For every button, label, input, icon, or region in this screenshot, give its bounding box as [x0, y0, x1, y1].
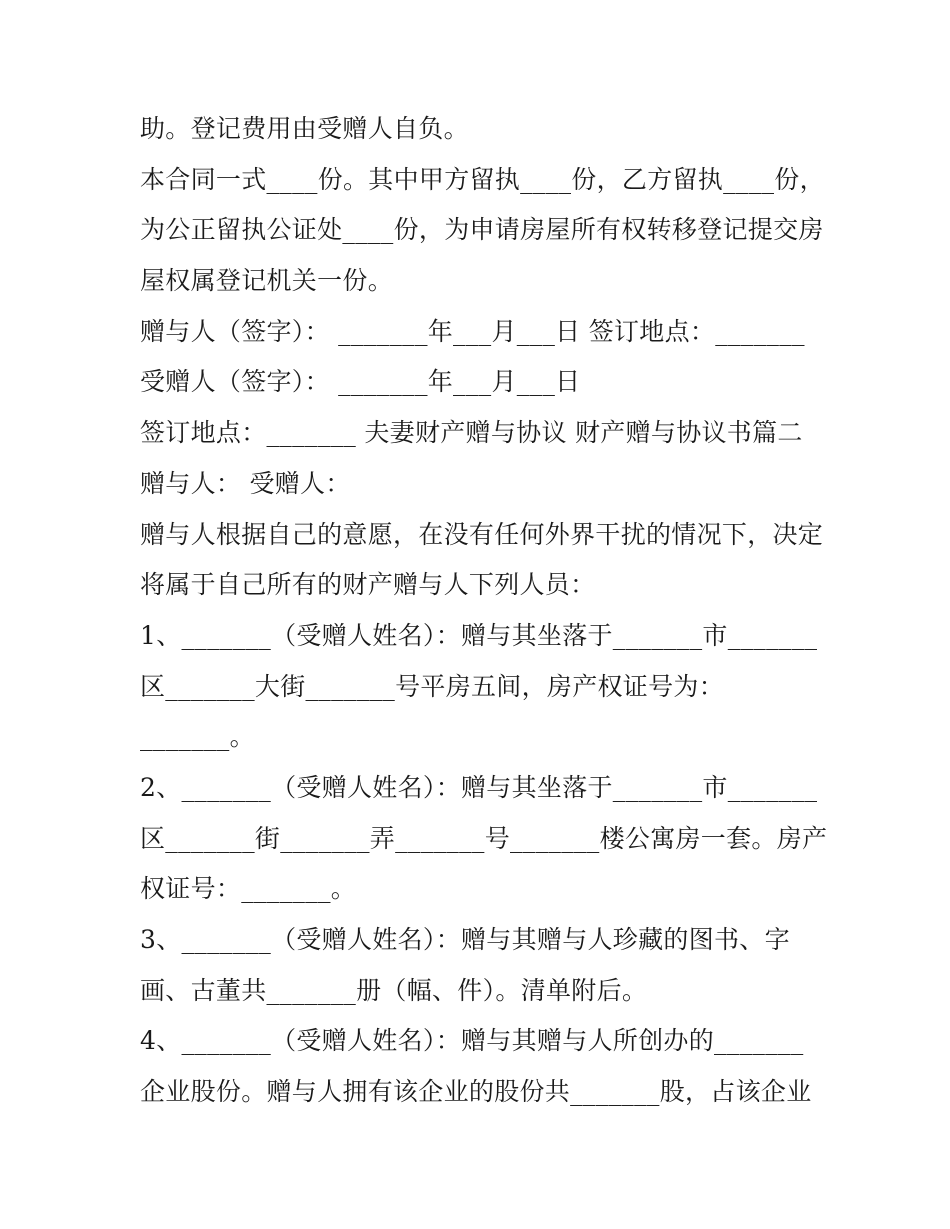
text-line: 赠与人根据自己的意愿，在没有任何外界干扰的情况下，决定 — [140, 519, 824, 549]
text-line: _______。 — [140, 722, 255, 752]
text-line: 屋权属登记机关一份。 — [140, 266, 394, 296]
text-line: 区_______大街_______号平房五间，房产权证号为： — [140, 671, 725, 701]
text-line: 1、_______（受赠人姓名）：赠与其坐落于_______市_______ — [140, 620, 818, 650]
text-line: 画、古董共_______册（幅、件）。清单附后。 — [140, 975, 648, 1005]
text-line: 签订地点：_______ 夫妻财产赠与协议 财产赠与协议书篇二 — [140, 418, 803, 448]
text-line: 赠与人： 受赠人： — [140, 468, 351, 498]
text-line: 受赠人（签字）： _______年___月___日 — [140, 367, 581, 397]
document-body — [140, 104, 828, 1118]
text-line: 助。登记费用由受赠人自负。 — [140, 114, 469, 143]
text-line: 4、_______（受赠人姓名）：赠与其赠与人所创办的_______ — [140, 1026, 804, 1056]
text-line: 权证号：_______。 — [140, 874, 357, 904]
text-line: 为公正留执公证处____份，为申请房屋所有权转移登记提交房 — [140, 215, 824, 245]
text-line: 赠与人（签字）： _______年___月___日 签订地点：_______ — [140, 316, 805, 346]
text-line: 将属于自己所有的财产赠与人下列人员： — [140, 570, 596, 600]
text-line: 区_______街_______弄_______号_______楼公寓房一套。房产 — [140, 823, 828, 853]
text-line: 本合同一式____份。其中甲方留执____份，乙方留执____份， — [140, 164, 825, 194]
text-line: 2、_______（受赠人姓名）：赠与其坐落于_______市_______ — [140, 772, 818, 802]
text-line: 企业股份。赠与人拥有该企业的股份共_______股，占该企业 — [140, 1077, 812, 1107]
text-line: 3、_______（受赠人姓名）：赠与其赠与人珍藏的图书、字 — [140, 925, 790, 954]
